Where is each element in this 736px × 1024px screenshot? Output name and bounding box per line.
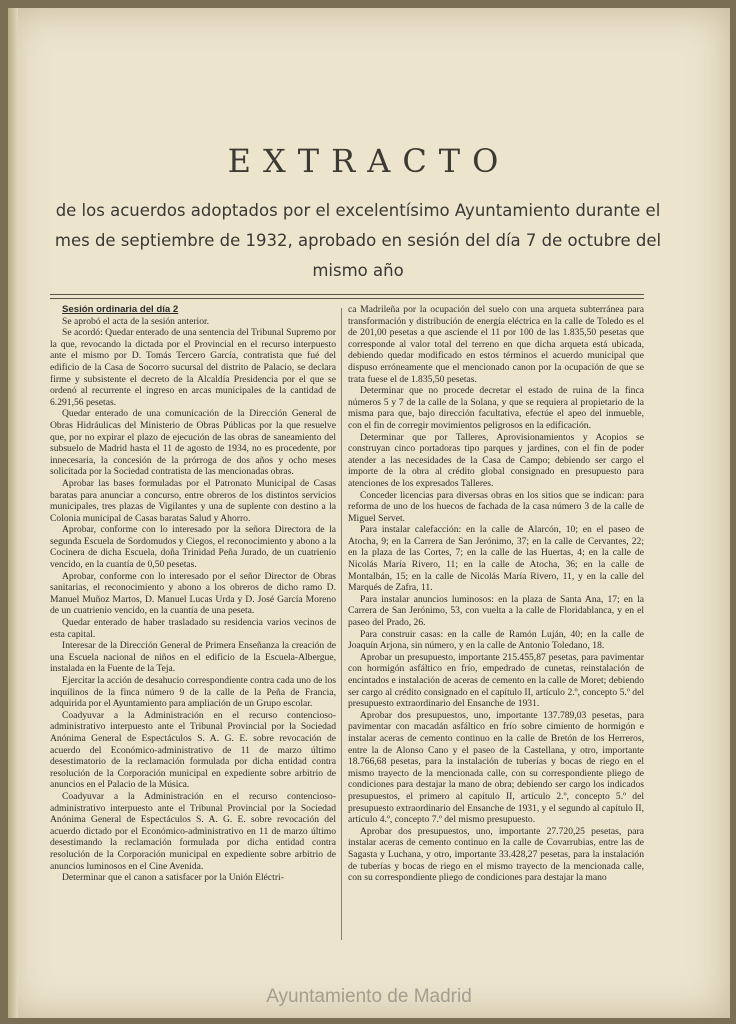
paragraph: Aprobar las bases formuladas por el Patronato Municipal de Casas baratas para anunciar a concurso, entre obreros de los distintos servicios municipales, tres plazas de Vigilantes y una de suplente con destino a la Colonia municipal de Casas baratas Salud y Ahorro. [50,477,336,524]
left-column [50,304,336,884]
document-page [8,8,730,1018]
paragraph: Para instalar anuncios luminosos: en la plaza de Santa Ana, 17; en la Carrera de San Jerónimo, 53, con vuelta a la calle de Floridablanca, y en el paseo del Prado, 26. [348,593,644,629]
column-divider [341,308,342,940]
watermark: Ayuntamiento de Madrid [266,986,472,1007]
paragraph-continued: ca Madrileña por la ocupación del suelo con una arqueta subterránea para transformación y distribución de energía eléctrica en la calle de Toledo es el de 201,00 pesetas a que asciende el 11 por 100 de las 1.835,50 pesetas que corresponde al valor total del terreno en que dicha arqueta está ubicada, debiendo quedar modificado en estos términos el acuerdo municipal que dispuso erróneamente que el mencionado canon por la ocupación de que se trata fuese el de 1.835,50 pesetas. [348,304,644,385]
document-subtitle: de los acuerdos adoptados por el excelentísimo Ayuntamiento durante el mes de septiembre de 1932, aprobado en sesión del día 7 de octubre del mismo año [54,201,662,280]
paragraph: Quedar enterado de haber trasladado su residencia varios vecinos de esta capital. [50,617,336,640]
paragraph: Aprobar, conforme con lo interesado por el señor Director de Obras sanitarias, el reconocimiento y abono a los obreros de dicho ramo D. Manuel Muñoz Martos, D. Manuel Lucas Urda y D. José García Moreno de un cuatrienio vencido, en la cuantía de una peseta. [50,570,336,617]
paragraph: Coadyuvar a la Administración en el recurso contencioso-administrativo interpuesto ante el Tribunal Provincial por la Sociedad Anónima General de Espectáculos S. A. G. E. sobre revocación del acuerdo dictado por el Económico-administrativo en 11 de marzo último desestimando la reclamación formulada por dicha entidad contra resolución de la Corporación municipal en expediente sobre arbitrio de anuncios luminosos en el Cine Avenida. [50,790,336,872]
header-rule-bottom [50,298,644,299]
paragraph: Aprobar un presupuesto, importante 215.455,87 pesetas, para pavimentar con hormigón asfáltico en frío, empedrado de cunetas, reinstalación de encintados e instalación de aceras de cemento en la calle de Moret; debiendo ser cargo al crédito consignado en el capítulo II, artículo 2.º, concepto 5.º del presupuesto extraordinario del Ensanche de 1931. [348,651,644,710]
paragraph: Para construir casas: en la calle de Ramón Luján, 40; en la calle de Joaquín Arjona, sin número, y en la calle de Antonio Toledano, 18. [348,628,644,652]
right-column [348,304,644,884]
paragraph: Ejercitar la acción de desahucio correspondiente contra cada uno de los inquilinos de la finca número 9 de la calle de la Peña de Francia, adquirida por el Ayuntamiento para ampliación de un Grupo escolar. [50,675,336,710]
paragraph: Conceder licencias para diversas obras en los sitios que se indican: para reforma de uno de los huecos de fachada de la casa número 3 de la calle de Miguel Servet. [348,489,644,524]
header-rule-top [50,294,644,295]
paragraph: Coadyuvar a la Administración en el recurso contencioso-administrativo interpuesto ante el Tribunal Provincial por la Sociedad Anónima General de Espectáculos S. A. G. E. sobre revocación de acuerdo del Económico-administrativo de 11 de marzo último desestimatorio de la reclamación formulada por dicha entidad contra resolución de la Corporación municipal en expediente sobre arbitrio de anuncios en el Palacio de la Música. [50,709,336,791]
paragraph: Determinar que no procede decretar el estado de ruina de la finca números 5 y 7 de la calle de la Solana, y que se requiera al propietario de la misma para que, bajo dirección facultativa, efectúe el apeo del inmueble, con el fin de corregir movimientos peligrosos en la edificación. [348,385,644,431]
paragraph: Quedar enterado de una comunicación de la Dirección General de Obras Hidráulicas del Ministerio de Obras Públicas por la que resuelve que, por no expirar el plazo de ejecución de las obras de saneamiento del subsuelo de Madrid hasta el 11 de agosto de 1934, no es procedente, por innecesaria, la concesión de la prórroga de dos años y ocho meses solicitada por la Sociedad contratista de las mencionadas obras. [50,408,336,478]
paragraph: Se acordó: Quedar enterado de una sentencia del Tribunal Supremo por la que, revocando la dictada por el Provincial en el recurso interpuesto ante el mismo por D. Tomás Tercero García, contratista que fué del edificio de la Casa de Socorro sucursal del distrito de Palacio, se declara firme y subsistente el decreto de la Alcaldía Presidencia por el que se ordenó al recurrente el ingreso en arcas municipales de la cantidad de 6.291,56 pesetas. [50,327,336,408]
paragraph: Aprobar dos presupuestos, uno, importante 137.789,03 pesetas, para pavimentar con macadán asfáltico en frío sobre cimiento de hormigón e instalar aceras de cemento continuo en la calle de Bretón de los Herreros, entre la de Alonso Cano y el paseo de la Castellana, y otro, importante 18.766,68 pesetas, para la instalación de tuberías y bocas de riego en el mismo trayecto de la mencionada calle, con su correspondiente pliego de condiciones para destajar la mano de obra; debiendo ser cargo los indicados presupuestos, el primero al capítulo II, artículo 2.º, concepto 5.º del presupuesto extraordinario del Ensanche de 1931, y el segundo al capítulo II, artículo 4.º, concepto 7.º del mismo presupuesto. [348,709,644,826]
paragraph: Para instalar calefacción: en la calle de Alarcón, 10; en el paseo de Atocha, 9; en la Carrera de San Jerónimo, 37; en la calle de Cervantes, 22; en la plaza de las Cortes, 7; en la calle de las Huertas, 4; en la calle de Nicolás María Rivero, 11; en la calle de Atocha, 36; en la calle de Montalbán, 15; en la calle de Nicolás María Rivero, 11, y en la calle del Marqués de Zafra, 11. [348,524,644,594]
paragraph: Determinar que el canon a satisfacer por la Unión Eléctri- [62,872,284,884]
paragraph: Aprobar dos presupuestos, uno, importante 27.720,25 pesetas, para instalar aceras de cemento continuo en la calle de Covarrubias, entre las de Sagasta y Luchana, y otro, importante 33.428,27 pesetas, para la instalación de tuberías y bocas de riego en el mismo trayecto de la mencionada calle, con su correspondiente pliego de condiciones para destajar la mano [348,825,644,884]
paragraph: Determinar que por Talleres, Aprovisionamientos y Acopios se construyan cinco portadoras tipo parques y jardines, con el fin de poder atender a las necesidades de la Casa de Campo; debiendo ser cargo el importe de la obra al crédito global consignado en presupuesto para atenciones de los expresados Talleres. [348,431,644,489]
paragraph: Aprobar, conforme con lo interesado por la señora Directora de la segunda Escuela de Sordomudos y Ciegos, el reconocimiento y abono a la Cocinera de dicha Escuela, doña Trinidad Peña Jurado, de un cuatrienio vencido, en la cuantía de 0,50 pesetas. [50,524,336,571]
paragraph: Se aprobó el acta de la sesión anterior. [62,315,210,327]
section-heading: Sesión ordinaria del día 2 [62,304,179,315]
paragraph: Interesar de la Dirección General de Primera Enseñanza la creación de una Escuela nacional de niños en el edificio de la Escuela-Albergue, instalada en la Fuente de la Teja. [50,640,336,675]
document-title: EXTRACTO [227,142,511,180]
